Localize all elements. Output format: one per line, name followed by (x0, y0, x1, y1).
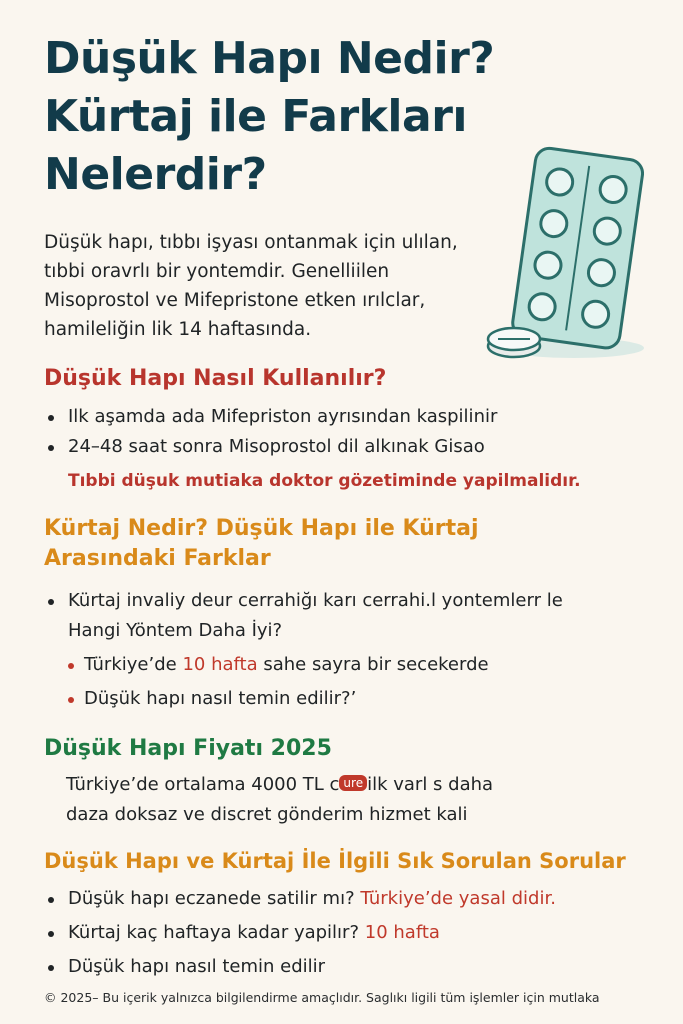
faq-question: Düşük hapı eczanede satilir mı? (68, 888, 361, 909)
price-badge: ure (339, 775, 367, 791)
list-item: Ilk aşamda ada Mifepriston ayrısından kaspilinir (44, 402, 497, 432)
usage-list (44, 402, 497, 462)
footer-disclaimer: © 2025– Bu içerik yalnızca bilgilendirme amaçlıdır. Saglıkı ligili tüm işlemler için mutlaka (44, 990, 600, 1005)
price-text: daza doksaz ve discret gönderim hizmet kali (66, 804, 468, 825)
doctor-warning: Tıbbi düşuk mutiaka doktor gözetiminde yapilmalidır. (68, 471, 581, 491)
highlight-text: 10 hafta (182, 654, 258, 675)
title-line-2: Kürtaj ile Farkları (44, 91, 467, 142)
list-item: Düşük hapı nasıl temin edilir?’ (64, 684, 489, 714)
item-line: Kürtaj invaliy deur cerrahiğı karı cerrahi.l yontemlerr le (68, 590, 563, 611)
section-heading-usage: Düşük Hapı Nasıl Kullanılır? (44, 366, 387, 391)
faq-list (44, 884, 556, 982)
item-text: Türkiye’de (84, 654, 183, 675)
price-paragraph (66, 770, 493, 830)
section-heading-faq: Düşük Hapı ve Kürtaj İle İlgili Sık Sorulan Sorular (44, 849, 626, 873)
curettage-list (44, 586, 563, 646)
faq-answer: Türkiye’de yasal didir. (360, 888, 556, 909)
intro-line-3: Misoprostol ve Mifepristone etken ırılclar, (44, 290, 426, 311)
item-line: Hangi Yöntem Daha İyi? (68, 620, 283, 641)
item-text: sahe sayra bir secekerde (257, 654, 489, 675)
section-heading-price: Düşük Hapı Fiyatı 2025 (44, 736, 332, 761)
faq-answer: 10 hafta (364, 922, 440, 943)
price-text: ilk varl s daha (367, 774, 494, 795)
list-item: 24–48 saat sonra Misoprostol dil alkınak Gisao (44, 432, 497, 462)
list-item (64, 650, 489, 680)
list-item (44, 586, 563, 646)
faq-item (44, 884, 556, 914)
intro-line-4: hamileliğin lik 14 haftasında. (44, 319, 312, 340)
intro-paragraph (44, 228, 514, 344)
intro-line-2: tıbbi oravrlı bir yontemdir. Genelliilen (44, 261, 390, 282)
title-line-3: Nelerdir? (44, 149, 267, 200)
title-line-1: Düşük Hapı Nedir? (44, 33, 495, 84)
faq-question: Kürtaj kaç haftaya kadar yapilır? (68, 922, 365, 943)
section-heading-curettage (44, 514, 479, 574)
faq-item: Düşük hapı nasıl temin edilir (44, 952, 556, 982)
curettage-sub-list (64, 650, 489, 714)
heading-line: Arasındaki Farklar (44, 546, 271, 571)
faq-item (44, 918, 556, 948)
heading-line: Kürtaj Nedir? Düşük Hapı ile Kürtaj (44, 516, 479, 541)
intro-line-1: Düşük hapı, tıbbı işyası ontanmak için ulılan, (44, 232, 458, 253)
price-text: Türkiye’de ortalama 4000 TL c (66, 774, 340, 795)
